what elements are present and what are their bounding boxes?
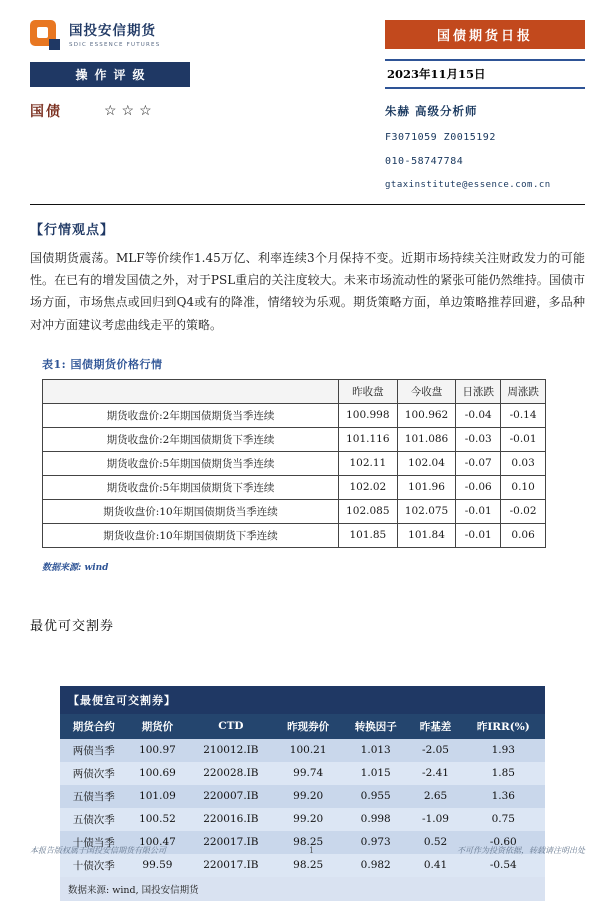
table-cell: 101.85	[339, 523, 398, 547]
viewpoint-section	[30, 219, 585, 336]
brand-text	[69, 24, 160, 48]
table-cell: 99.20	[293, 813, 324, 826]
table-cell: 99.59	[142, 859, 173, 872]
table-row	[60, 854, 545, 877]
logo-white-notch	[37, 27, 48, 38]
footer-copyright: 本报告版权属于国投安信期货有限公司	[30, 846, 166, 855]
table-cell: -0.01	[456, 499, 501, 523]
table-header-cell: 昨基差	[409, 714, 461, 739]
table-cell: 五债当季	[72, 790, 115, 803]
table-cell: 0.973	[360, 836, 391, 849]
table-cell: 220016.IB	[203, 813, 259, 826]
brand-logo	[30, 20, 200, 52]
table-cell: 两债次季	[72, 767, 115, 780]
brand-name-en: SDIC ESSENCE FUTURES	[69, 41, 161, 48]
price-table	[42, 379, 546, 548]
table-cell: 0.10	[501, 475, 546, 499]
table-row	[43, 475, 546, 499]
viewpoint-body: 国债期货震荡。MLF等价续作1.45万亿、利率连续3个月保持不变。近期市场持续关注财政发力的可能性。在已有的增发国债之外，对于PSL重启的关注度较大。未来市场流动性的紧张可能仍然维持。国债市场方面，市场焦点或回归到Q4或有的降准，情绪较为乐观。期货策略方面，单边策略推荐回避，多品种对冲方面建议考虑曲线走平的策略。	[30, 251, 585, 332]
analyst-cert-no: F3071059 Z0015192	[385, 132, 496, 143]
table-header-cell: 今收盘	[397, 379, 456, 403]
table-cell: 1.85	[491, 767, 515, 780]
table-row	[60, 785, 545, 808]
table-cell: 期货收盘价:2年期国债期货下季连续	[43, 427, 339, 451]
table-cell: -0.54	[489, 859, 517, 872]
table-row	[60, 762, 545, 785]
table-cell: 1.015	[360, 767, 391, 780]
table-cell: 220007.IB	[203, 790, 259, 803]
table-cell: -0.01	[501, 427, 546, 451]
table-cell: 0.998	[360, 813, 391, 826]
table-cell: 1.013	[360, 744, 391, 757]
table-cell: -2.41	[422, 767, 449, 780]
table-header-cell: 日涨跌	[456, 379, 501, 403]
table-row	[43, 523, 546, 547]
table-cell: 100.962	[397, 403, 456, 427]
analyst-phone: 010-58747784	[385, 156, 464, 167]
table-cell: 102.085	[339, 499, 398, 523]
table-cell: 两债当季	[72, 744, 115, 757]
price-table-section	[42, 356, 585, 573]
table-header-row	[60, 714, 545, 739]
table-header-cell: 期货价	[128, 714, 188, 739]
table-cell: 100.69	[139, 767, 176, 780]
table-cell: 99.74	[293, 767, 324, 780]
viewpoint-title: 【行情观点】	[30, 223, 115, 238]
analyst-block	[385, 103, 585, 190]
table-cell: 102.075	[397, 499, 456, 523]
price-table-body	[43, 403, 546, 547]
table-cell: 99.20	[293, 790, 324, 803]
table-header-cell: 昨收盘	[339, 379, 398, 403]
table-cell: 220028.IB	[203, 767, 259, 780]
table-cell: -0.14	[501, 403, 546, 427]
table-header-cell: 周涨跌	[501, 379, 546, 403]
table-header-cell: 转换因子	[342, 714, 410, 739]
table-cell: -2.05	[422, 744, 449, 757]
table-cell: 期货收盘价:10年期国债期货当季连续	[43, 499, 339, 523]
table-cell: 0.955	[360, 790, 391, 803]
table-header-cell: 昨现券价	[274, 714, 342, 739]
table-header-cell	[43, 379, 339, 403]
brand-logo-icon	[30, 20, 62, 52]
logo-blue-square	[49, 39, 60, 50]
table-cell: 101.84	[397, 523, 456, 547]
table-cell: 0.982	[360, 859, 391, 872]
table-cell: 101.09	[139, 790, 176, 803]
ctd-table-body	[60, 739, 545, 877]
table-cell: 220017.IB	[203, 836, 259, 849]
ctd-table-source: 数据来源: wind, 国投安信期货	[60, 877, 545, 901]
table-cell: 100.998	[339, 403, 398, 427]
ctd-heading: 最优可交割券	[30, 618, 115, 634]
table-header-cell: 昨IRR(%)	[462, 714, 545, 739]
footer-disclaimer: 不可作为投资依据，转载请注明出处	[457, 846, 585, 855]
table-cell: 102.11	[339, 451, 398, 475]
table-cell: 0.06	[501, 523, 546, 547]
table-cell: 98.25	[293, 836, 324, 849]
table-row	[43, 403, 546, 427]
table-cell: 100.21	[289, 744, 327, 757]
price-table-caption: 表1: 国债期货价格行情	[42, 357, 163, 371]
instrument-rating-row	[30, 101, 200, 121]
table-cell: -0.03	[456, 427, 501, 451]
page-number: 1	[308, 846, 315, 855]
ctd-table-head	[60, 714, 545, 739]
table-cell: 十债次季	[72, 859, 115, 872]
analyst-email: gtaxinstitute@essence.com.cn	[385, 180, 551, 190]
table-row	[60, 808, 545, 831]
table-cell: 期货收盘价:5年期国债期货下季连续	[43, 475, 339, 499]
table-cell: 210012.IB	[203, 744, 259, 757]
report-date: 2023年11月15日	[385, 59, 585, 89]
header-divider	[30, 204, 585, 205]
table-cell: 五债次季	[72, 813, 115, 826]
table-cell: -0.06	[456, 475, 501, 499]
page-footer	[30, 845, 585, 856]
table-cell: 十债当季	[72, 836, 115, 849]
table-row	[43, 499, 546, 523]
price-table-source: 数据来源: wind	[42, 562, 109, 573]
table-cell: 101.086	[397, 427, 456, 451]
instrument-name: 国债	[30, 104, 62, 120]
table-cell: 220017.IB	[203, 859, 259, 872]
table-cell: -0.04	[456, 403, 501, 427]
price-table-head	[43, 379, 546, 403]
table-cell: -1.09	[422, 813, 449, 826]
table-cell: -0.02	[501, 499, 546, 523]
table-cell: 0.52	[423, 836, 448, 849]
report-title-bar: 国债期货日报	[385, 20, 585, 49]
rating-stars: ☆☆☆	[104, 103, 157, 119]
rating-label-bar: 操作评级	[30, 62, 190, 87]
table-cell: 100.97	[139, 744, 176, 757]
table-cell: 98.25	[293, 859, 324, 872]
ctd-table-section	[60, 686, 545, 901]
brand-name-cn: 国投安信期货	[69, 23, 156, 40]
table-cell: 102.02	[339, 475, 398, 499]
table-cell: 1.93	[491, 744, 515, 757]
ctd-table-title: 【最便宜可交割券】	[60, 686, 545, 714]
table-cell: 0.75	[491, 813, 515, 826]
table-cell: -0.07	[456, 451, 501, 475]
masthead-left	[30, 20, 200, 121]
analyst-name: 朱赫 高级分析师	[385, 104, 478, 118]
masthead-right	[385, 20, 585, 190]
table-header-cell: CTD	[187, 714, 274, 739]
table-header-cell: 期货合约	[60, 714, 128, 739]
table-cell: 期货收盘价:2年期国债期货当季连续	[43, 403, 339, 427]
table-cell: 102.04	[397, 451, 456, 475]
table-cell: 0.41	[423, 859, 448, 872]
table-cell: 100.52	[139, 813, 176, 826]
table-cell: -0.01	[456, 523, 501, 547]
table-cell: 2.65	[423, 790, 448, 803]
table-header-row	[43, 379, 546, 403]
table-cell: 100.47	[139, 836, 176, 849]
table-cell: -0.60	[489, 836, 517, 849]
masthead	[30, 20, 585, 190]
table-cell: 0.03	[501, 451, 546, 475]
table-row	[43, 451, 546, 475]
table-cell: 101.116	[339, 427, 398, 451]
table-cell: 期货收盘价:5年期国债期货当季连续	[43, 451, 339, 475]
table-cell: 期货收盘价:10年期国债期货下季连续	[43, 523, 339, 547]
table-cell: 1.36	[491, 790, 515, 803]
table-cell: 101.96	[397, 475, 456, 499]
table-row	[60, 739, 545, 762]
table-row	[43, 427, 546, 451]
